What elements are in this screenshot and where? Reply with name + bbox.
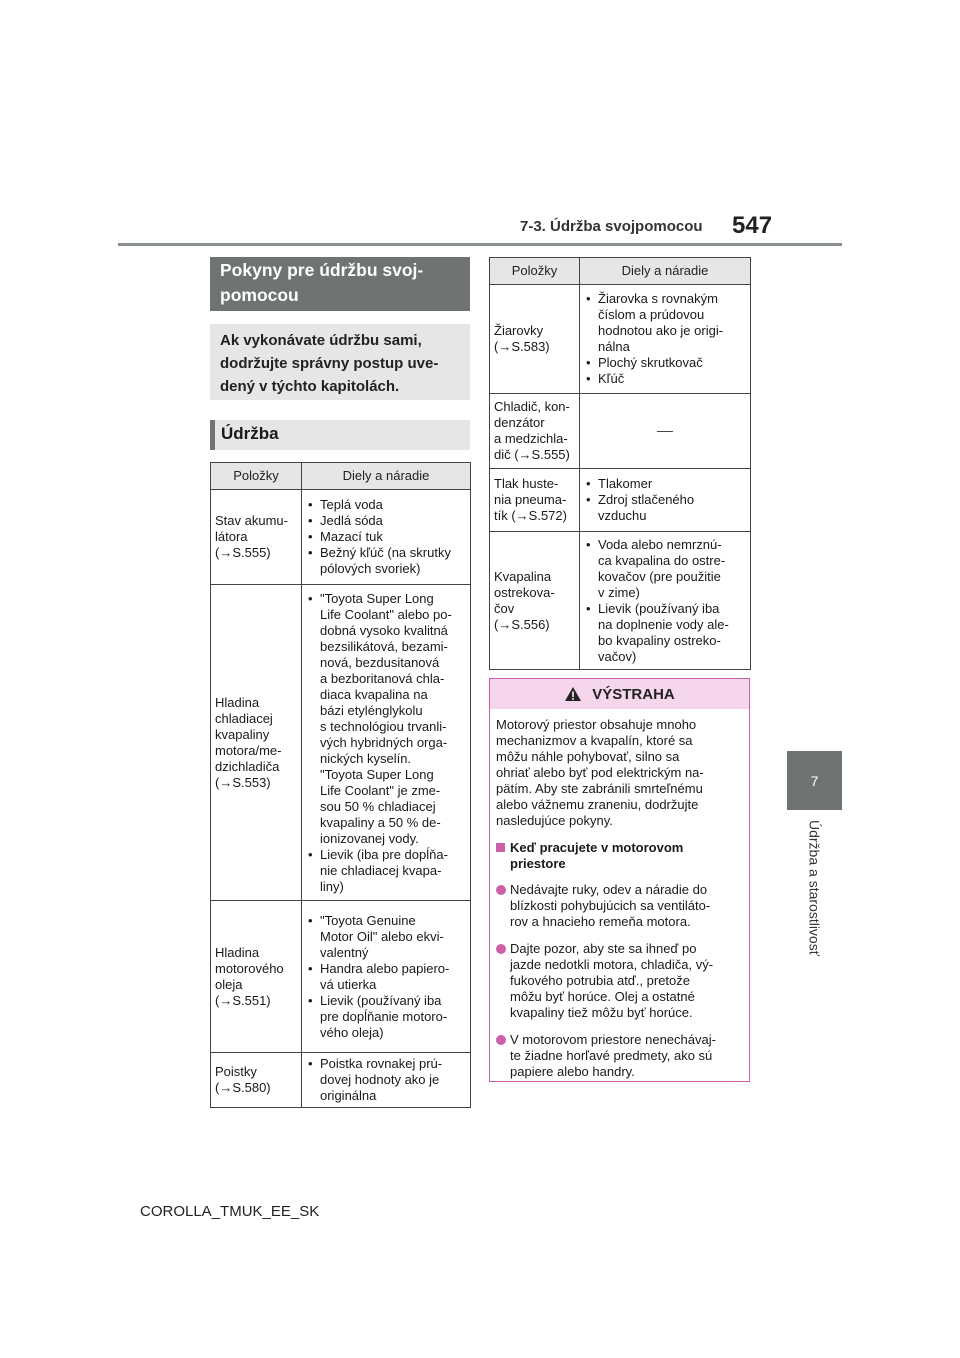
table-row [490,285,751,394]
table-row [490,469,751,532]
footer-label: COROLLA_TMUK_EE_SK [140,1203,320,1220]
chapter-side-label [787,820,842,990]
warning-title: VÝSTRAHA [592,685,675,703]
parts-cell [302,901,471,1053]
item-cell: Hladina motorového oleja (→S.551) [211,901,302,1053]
table-row [490,394,751,469]
parts-list [306,591,466,895]
warning-bullet [496,941,743,1021]
warning-subheading-text: Keď pracujete v motorovom priestore [510,840,684,871]
parts-list-item: • Jedlá sóda [306,513,466,529]
section-title: 7-3. Údržba svojpomocou [520,218,703,235]
table-row [211,490,471,585]
parts-list-item: • Žiarovka s rovnakým číslom a prúdovou hodnotou ako je origi- nálna [584,291,746,355]
parts-list-item: • Mazací tuk [306,529,466,545]
intro-box [210,324,470,400]
round-bullet-icon [496,944,506,954]
table-header-row [490,258,751,285]
square-bullet-icon [496,843,505,852]
parts-list-item: • Teplá voda [306,497,466,513]
warning-intro: Motorový priestor obsahuje mnoho mechanizmov a kvapalín, ktoré sa môžu náhle pohybovať, silno sa ohriať alebo byť pod elektrickým na- pätím. Aby ste zabránili smrteľnému alebo vážnemu zraneniu, dodržujte nasledujúce pokyny. [496,717,704,828]
parts-list [306,497,466,577]
round-bullet-icon [496,885,506,895]
column-header-items: Položky [490,258,580,285]
page-number: 547 [732,212,773,239]
chapter-title: Údržba a starostlivosť [806,820,823,956]
chapter-number: 7 [810,772,819,789]
item-cell: Žiarovky (→S.583) [490,285,580,394]
item-cell: Hladina chladiacej kvapaliny motora/me- dzichladiča (→S.553) [211,585,302,901]
item-cell: Kvapalina ostrekova- čov (→S.556) [490,532,580,670]
chapter-tab [787,751,842,810]
maintenance-table-right [489,257,751,670]
parts-list [584,291,746,387]
parts-list-item: • Zdroj stlačeného vzduchu [584,492,746,524]
warning-subheading [496,840,743,872]
parts-cell [302,585,471,901]
sub-heading: Údržba [210,420,470,450]
parts-cell [302,1053,471,1108]
warning-bullet-text: V motorovom priestore nenechávaj- te žiadne horľavé predmety, ako sú papiere alebo handry. [510,1032,716,1079]
parts-list-item: • "Toyota Super Long Life Coolant" alebo po- dobná vysoko kvalitná bezsilikátová, bezami- nová, bezdusitanová a bezboritanová chla- diaca kvapalina na bázi etylénglykolu s technológiou trvanli- vých hybridných orga- nických kyselín. "Toyota Super Long Life Coolant" je zme- sou 50 % chladiacej kvapaliny a 50 % de- ionizovanej vody. [306,591,466,847]
warning-bullet-text: Dajte pozor, aby ste sa ihneď po jazde nedotkli motora, chladiča, vý- fukového potrubia atď., pretože môžu byť horúce. Olej a ostatné kvapaliny tiež môžu byť horúce. [510,941,714,1020]
column-header-parts: Diely a náradie [580,258,751,285]
parts-list-item: • Poistka rovnakej prú- dovej hodnoty ako je originálna [306,1056,466,1104]
parts-list-item: • Lievik (používaný iba pre dopĺňanie motoro- vého oleja) [306,993,466,1041]
parts-cell [580,285,751,394]
header-rule [118,243,842,246]
maintenance-table-left [210,462,471,1108]
table-row [211,1053,471,1108]
parts-list-item: • Lievik (iba pre dopĺňa- nie chladiacej kvapa- liny) [306,847,466,895]
warning-body [490,709,749,1080]
column-header-parts: Diely a náradie [302,463,471,490]
item-cell: Poistky (→S.580) [211,1053,302,1108]
parts-list-item: • Kľúč [584,371,746,387]
parts-list-item: • Voda alebo nemrznú- ca kvapalina do ostre- kovačov (pre použitie v zime) [584,537,746,601]
intro-text: Ak vykonávate údržbu sami, dodržujte správny postup uve- dený v týchto kapitolách. [220,332,439,395]
warning-bullet-list [496,882,743,1080]
warning-triangle-icon [564,686,582,702]
parts-list-item: • Bežný kľúč (na skrutky pólových svoriek) [306,545,466,577]
parts-list [306,1056,466,1104]
parts-cell [580,469,751,532]
warning-bullet [496,882,743,930]
table-row [211,901,471,1053]
warning-header [490,679,749,709]
table-header-row [211,463,471,490]
parts-list-item: • Handra alebo papiero- vá utierka [306,961,466,993]
table-row [211,585,471,901]
parts-list-item: • "Toyota Genuine Motor Oil" alebo ekvi- valentný [306,913,466,961]
item-cell: Chladič, kon- denzátor a medzichla- dič (→S.555) [490,394,580,469]
round-bullet-icon [496,1035,506,1045]
parts-cell [580,394,751,469]
table-row [490,532,751,670]
parts-cell [580,532,751,670]
parts-list-item: • Lievik (používaný iba na doplnenie vody ale- bo kvapaliny ostreko- vačov) [584,601,746,665]
no-parts-dash [657,431,673,432]
parts-list-item: • Tlakomer [584,476,746,492]
column-header-items: Položky [211,463,302,490]
item-cell: Stav akumu- látora (→S.555) [211,490,302,585]
parts-list-item: • Plochý skrutkovač [584,355,746,371]
item-cell: Tlak huste- nia pneuma- tík (→S.572) [490,469,580,532]
main-heading-text: Pokyny pre údržbu svoj- pomocou [220,260,424,305]
parts-list [584,537,746,665]
warning-bullet [496,1032,743,1080]
warning-box [489,678,750,1082]
main-heading [210,257,470,311]
parts-list [306,913,466,1041]
parts-cell [302,490,471,585]
warning-bullet-text: Nedávajte ruky, odev a náradie do blízkosti pohybujúcich sa ventiláto- rov a hnacieho remeňa motora. [510,882,711,929]
parts-list [584,476,746,524]
